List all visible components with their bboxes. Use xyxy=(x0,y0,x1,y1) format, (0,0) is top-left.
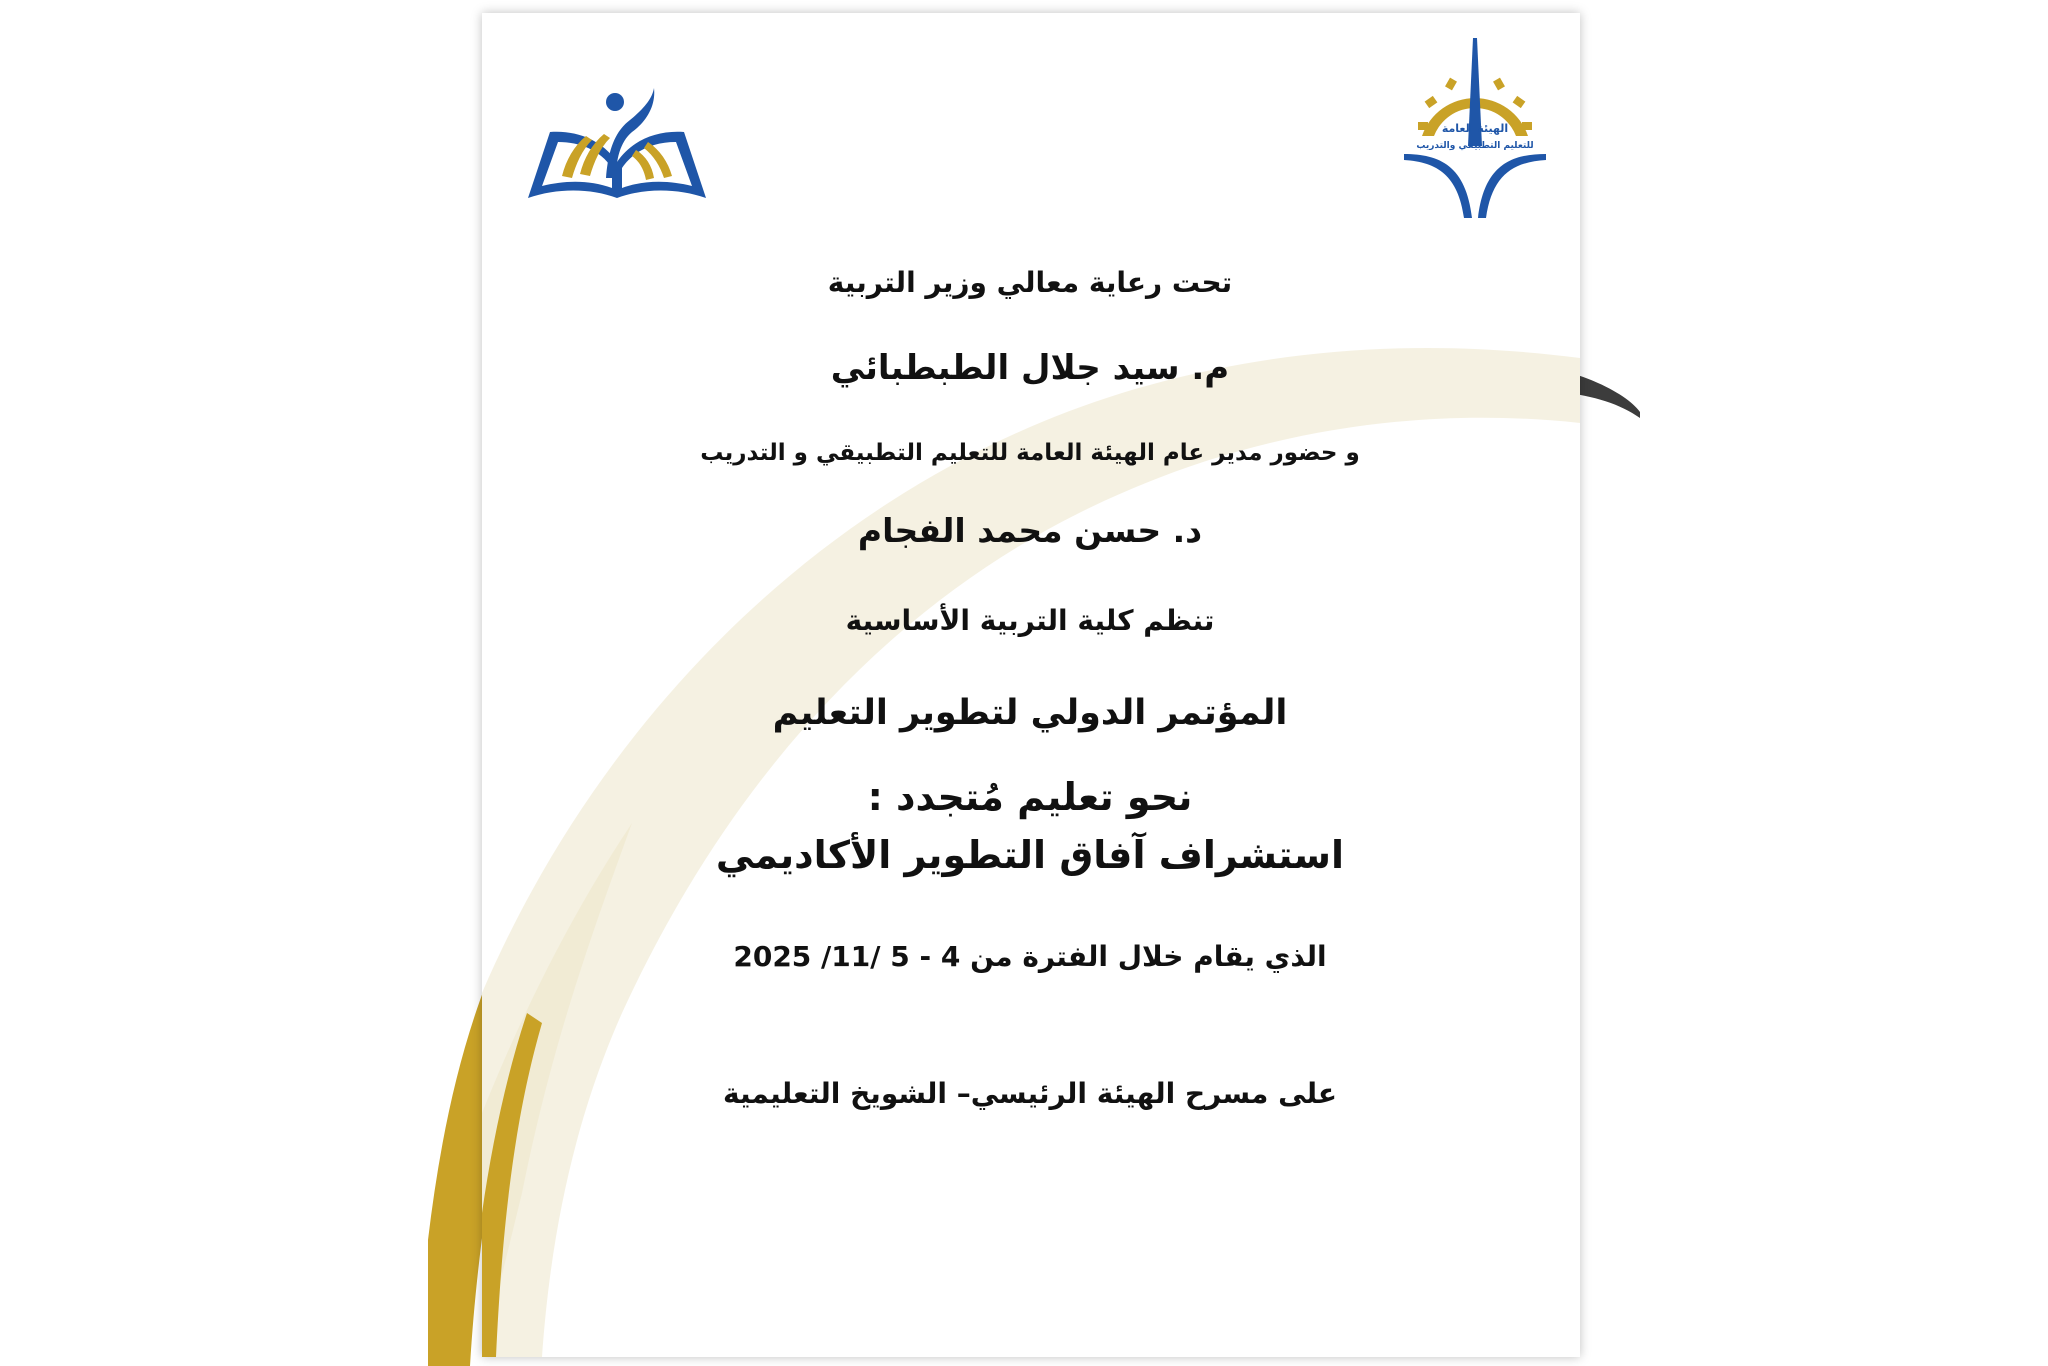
organizer-line: تنظم كلية التربية الأساسية xyxy=(845,604,1215,637)
conference-theme-line2: استشراف آفاق التطوير الأكاديمي xyxy=(715,833,1345,877)
patronage-line: تحت رعاية معالي وزير التربية xyxy=(827,266,1233,299)
director-name: د. حسن محمد الفجام xyxy=(857,511,1203,550)
paaet-tower-gear-emblem-icon xyxy=(1400,36,1550,220)
emblem-text-line1: الهيئة العامة xyxy=(1441,122,1509,135)
attendance-line: و حضور مدير عام الهيئة العامة للتعليم التطبيقي و التدريب xyxy=(700,440,1360,466)
conference-dates: الذي يقام خلال الفترة من 4 - 5 /11/ 2025 xyxy=(733,940,1327,973)
minister-name: م. سيد جلال الطبطبائي xyxy=(830,348,1230,388)
open-book-figure-logo-icon xyxy=(522,80,712,205)
conference-venue: على مسرح الهيئة الرئيسي– الشويخ التعليمية xyxy=(722,1077,1338,1110)
conference-name: المؤتمر الدولي لتطوير التعليم xyxy=(772,693,1288,733)
emblem-text-line2: للتعليم التطبيقي والتدريب xyxy=(1416,141,1534,151)
conference-theme-line1: نحو تعليم مُتجدد : xyxy=(867,775,1193,819)
